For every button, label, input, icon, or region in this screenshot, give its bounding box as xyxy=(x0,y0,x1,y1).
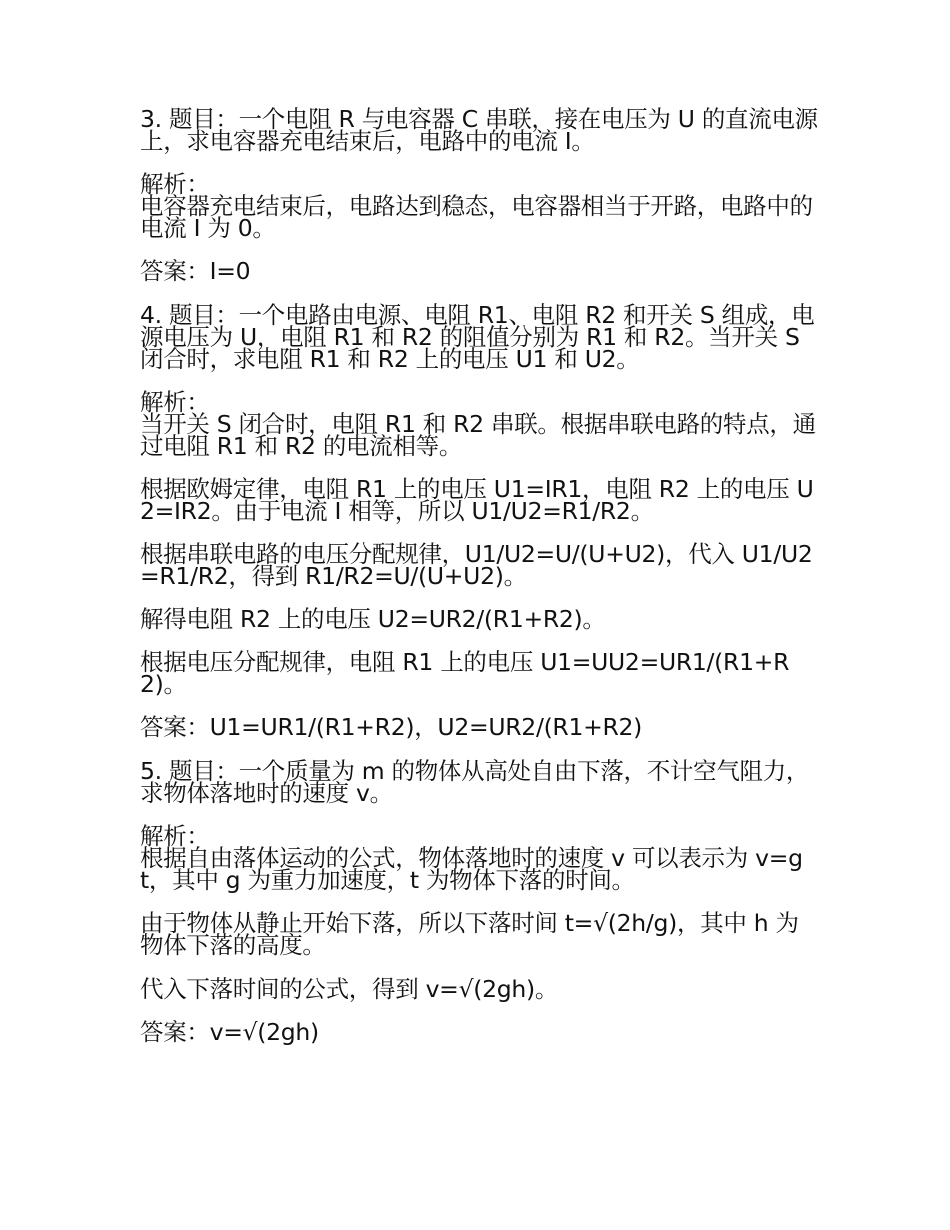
question-5-prompt: 5. 题目：一个质量为 m 的物体从高处自由下落，不计空气阻力，求物体落地时的速度 v。 xyxy=(140,757,810,807)
question-4-analysis-ohm: 根据欧姆定律，电阻 R1 上的电压 U1=IR1，电阻 R2 上的电压 U2=IR2。由于电流 I 相等，所以 U1/U2=R1/R2。 xyxy=(140,475,814,525)
question-5-analysis: 解析： 根据自由落体运动的公式，物体落地时的速度 v 可以表示为 v=gt，其中 g 为重力加速度，t 为物体下落的时间。 xyxy=(140,822,803,894)
question-5-analysis-time: 由于物体从静止开始下落，所以下落时间 t=√(2h/g)，其中 h 为物体下落的高度。 xyxy=(140,909,799,959)
question-4-analysis-u1: 根据电压分配规律，电阻 R1 上的电压 U1=UU2=UR1/(R1+R2)。 xyxy=(140,648,790,698)
question-5-answer: 答案：v=√(2gh) xyxy=(140,1018,319,1046)
question-4-answer: 答案：U1=UR1/(R1+R2)，U2=UR2/(R1+R2) xyxy=(140,713,643,741)
question-3-prompt: 3. 题目：一个电阻 R 与电容器 C 串联，接在电压为 U 的直流电源上，求电容器充电结束后，电路中的电流 I。 xyxy=(140,105,818,155)
question-3-analysis: 解析： 电容器充电结束后，电路达到稳态，电容器相当于开路，电路中的电流 I 为 0。 xyxy=(140,170,813,242)
question-4-prompt: 4. 题目：一个电路由电源、电阻 R1、电阻 R2 和开关 S 组成，电源电压为 U，电阻 R1 和 R2 的阻值分别为 R1 和 R2。当开关 S 闭合时，求电阻 R1 和 R2 上的电压 U1 和 U2。 xyxy=(140,301,815,373)
question-3-answer: 答案：I=0 xyxy=(140,257,251,285)
question-5-analysis-substitute: 代入下落时间的公式，得到 v=√(2gh)。 xyxy=(140,975,559,1003)
question-4-analysis-u2: 解得电阻 R2 上的电压 U2=UR2/(R1+R2)。 xyxy=(140,605,606,633)
question-4-analysis-distribution: 根据串联电路的电压分配规律，U1/U2=U/(U+U2)，代入 U1/U2=R1/R2，得到 R1/R2=U/(U+U2)。 xyxy=(140,540,813,590)
question-4-analysis: 解析： 当开关 S 闭合时，电阻 R1 和 R2 串联。根据串联电路的特点，通过电阻 R1 和 R2 的电流相等。 xyxy=(140,388,816,460)
